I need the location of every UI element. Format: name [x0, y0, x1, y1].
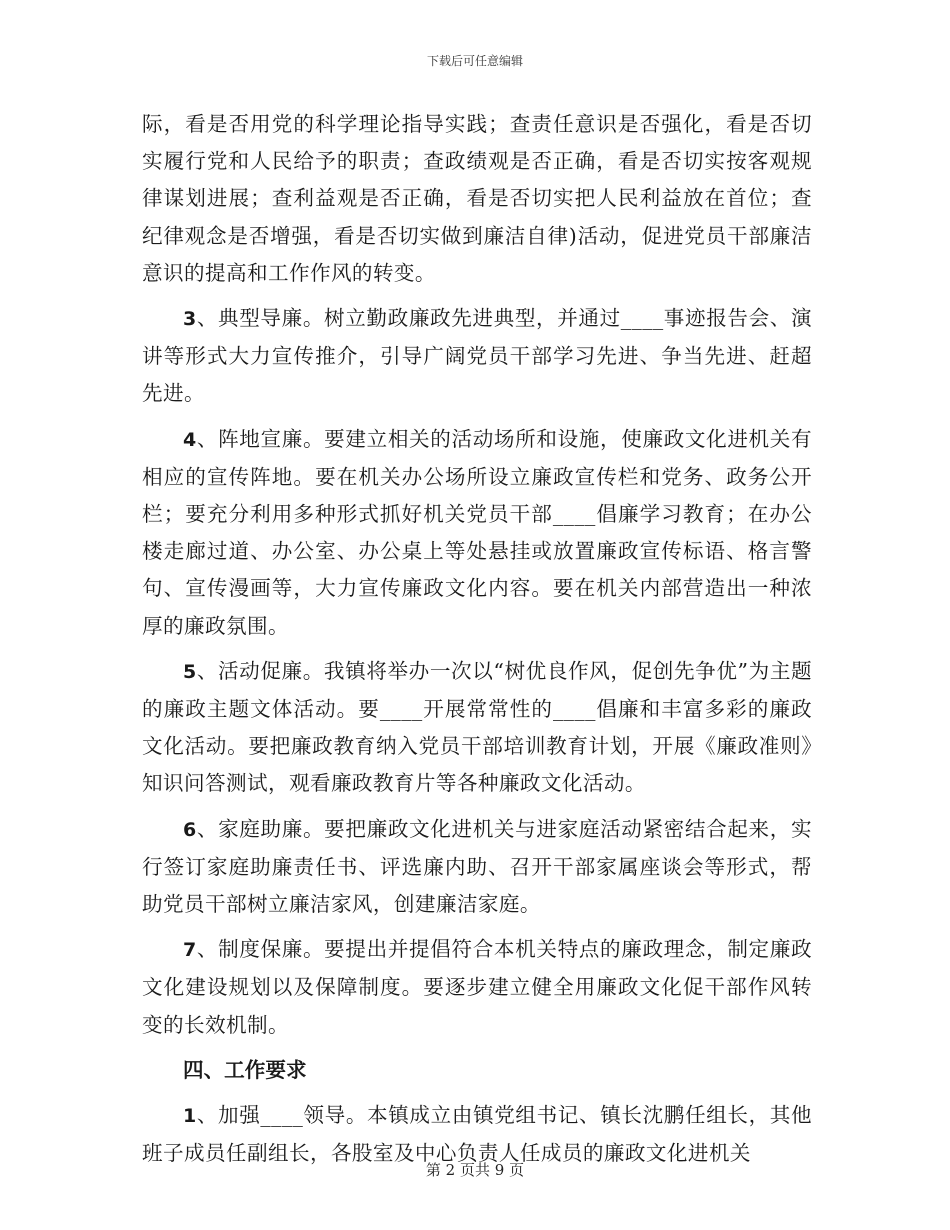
item-number: 5: [183, 660, 197, 683]
page-header: 下载后可任意编辑: [426, 54, 523, 68]
paragraph-text: 、家庭助廉。要把廉政文化进机关与进家庭活动紧密结合起来，实行签订家庭助廉责任书、评选廉内助、召开干部家属座谈会等形式，帮助党员干部树立廉洁家风，创建廉洁家庭。: [142, 816, 812, 917]
paragraph-item-5: [142, 653, 812, 803]
item-number: 3: [183, 308, 197, 331]
paragraph-text: 、制度保廉。要提出并提倡符合本机关特点的廉政理念，制定廉政文化建设规划以及保障制度。要逐步建立健全用廉政文化促干部作风转变的长效机制。: [142, 937, 812, 1037]
item-number: 6: [183, 818, 197, 841]
paragraph-text: 际，看是否用党的科学理论指导实践；查责任意识是否强化，看是否切实履行党和人民给予的职责；查政绩观是否正确，看是否切实按客观规律谋划进展；查利益观是否正确，看是否切实把人民利益放在首位；查纪律观念是否增强，看是否切实做到廉洁自律)活动，促进党员干部廉洁意识的提高和工作作风的转变。: [142, 112, 812, 285]
item-number: 4: [183, 428, 197, 451]
paragraph-text: 、活动促廉。我镇将举办一次以“树优良作风，促创先争优”为主题的廉政主题文体活动。要____开展常常性的____倡廉和丰富多彩的廉政文化活动。要把廉政教育纳入党员干部培训教育计划，开展《廉政准则》知识问答测试，观看廉政教育片等各种廉政文化活动。: [142, 658, 812, 796]
page-footer: 第 2 页共 9 页: [425, 1161, 525, 1179]
paragraph-text: 、阵地宣廉。要建立相关的活动场所和设施，使廉政文化进机关有相应的宣传阵地。要在机关办公场所设立廉政宣传栏和党务、政务公开栏；要充分利用多种形式抓好机关党员干部____倡廉学习教育；在办公楼走廊过道、办公室、办公桌上等处悬挂或放置廉政宣传标语、格言警句、宣传漫画等，大力宣传廉政文化内容。要在机关内部营造出一种浓厚的廉政氛围。: [142, 426, 812, 638]
paragraph-text: 、典型导廉。树立勤政廉政先进典型，并通过____事迹报告会、演讲等形式大力宣传推介，引导广阔党员干部学习先进、争当先进、赶超先进。: [142, 306, 812, 406]
paragraph-item-7: [142, 931, 812, 1044]
section-heading: 四、工作要求: [183, 1057, 307, 1082]
item-number: 1: [183, 1105, 197, 1128]
paragraph-continuation: [142, 106, 812, 292]
document-body: [142, 106, 812, 1180]
item-number: 7: [183, 939, 197, 962]
paragraph-item-6: [142, 811, 812, 924]
paragraph-item-4: [142, 421, 812, 645]
paragraph-text: 、加强____领导。本镇成立由镇党组书记、镇长沈鹏任组长，其他班子成员任副组长，各股室及中心负责人任成员的廉政文化进机关: [142, 1103, 812, 1166]
paragraph-item-3: [142, 300, 812, 413]
